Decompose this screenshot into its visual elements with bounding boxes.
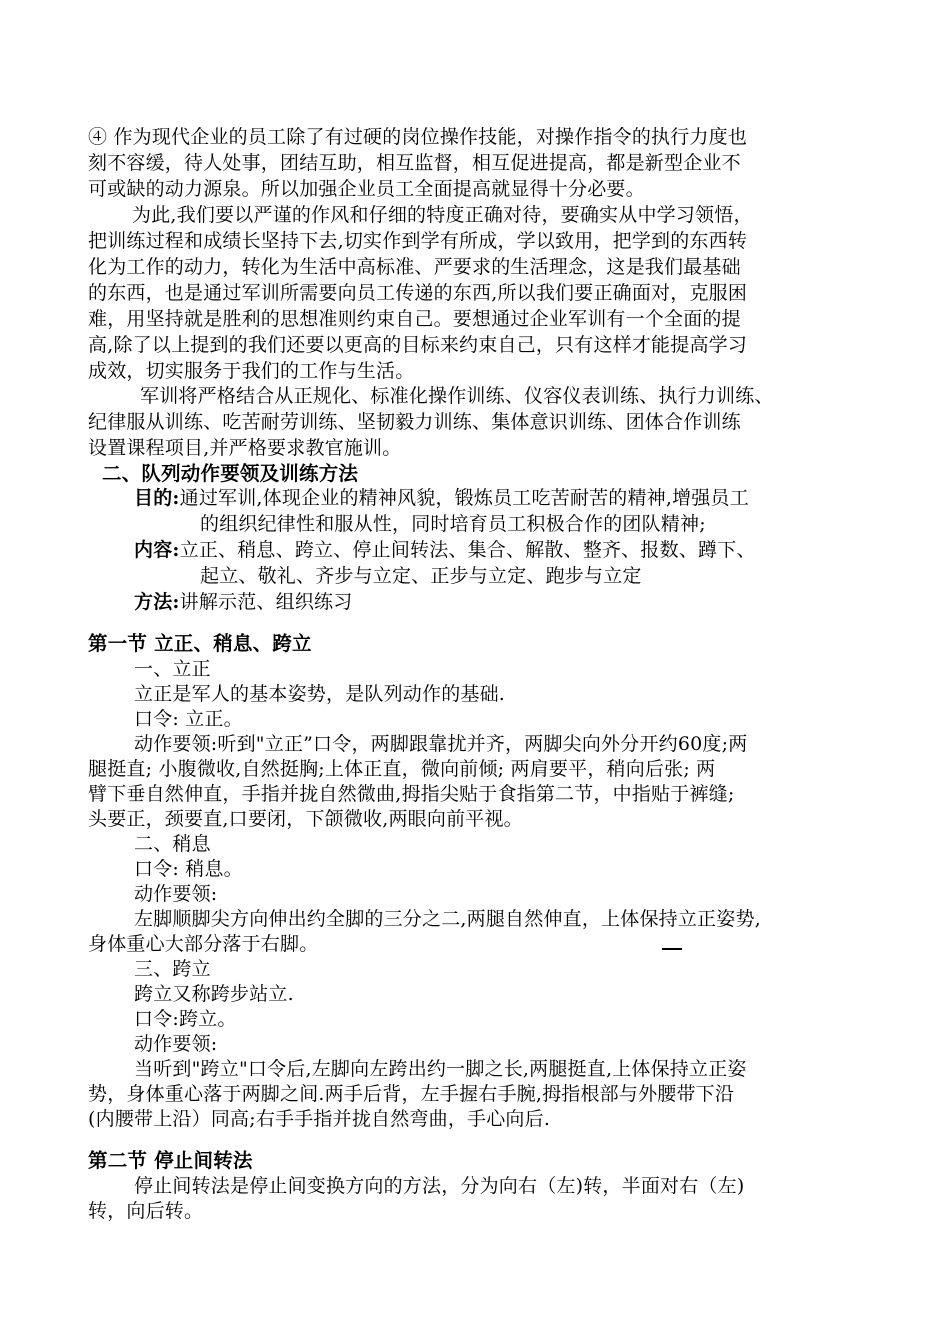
- paragraph-line: 臂下垂自然伸直，手指并拢自然微曲,拇指尖贴于食指第二节，中指贴于裤缝;: [88, 783, 735, 805]
- paragraph-line: (内腰带上沿）同高;右手手指并拢自然弯曲，手心向后.: [88, 1108, 551, 1130]
- paragraph-line: 动作要领:: [134, 1033, 218, 1055]
- paragraph-line: 当听到"跨立"口令后,左脚向左跨出约一脚之长,两腿挺直,上体保持立正姿: [134, 1058, 747, 1080]
- subsection-title: 二、稍息: [134, 833, 211, 855]
- content-label: 内容:: [134, 539, 180, 561]
- paragraph-line: 势，身体重心落于两脚之间.两手后背，左手握右手腕,拇指根部与外腰带下沿: [88, 1083, 735, 1105]
- paragraph-line: 停止间转法是停止间变换方向的方法，分为向右（左)转，半面对右（左): [134, 1175, 745, 1197]
- paragraph-line: 刻不容缓，待人处事，团结互助，相互监督，相互促进提高，都是新型企业不: [88, 152, 741, 174]
- purpose-row: [134, 486, 749, 511]
- method-row: [134, 590, 352, 615]
- paragraph-line: 转，向后转。: [88, 1200, 204, 1222]
- paragraph-line: 左脚顺脚尖方向伸出约全脚的三分之二,两腿自然伸直，上体保持立正姿势,: [134, 908, 761, 930]
- paragraph-line: 纪律服从训练、吃苦耐劳训练、坚韧毅力训练、集体意识训练、团体合作训练: [88, 411, 741, 433]
- paragraph-line: 化为工作的动力，转化为生活中高标准、严要求的生活理念，这是我们最基础: [88, 256, 741, 278]
- method-text: 讲解示范、组织练习: [179, 591, 353, 613]
- section-2-heading: 第二节 停止间转法: [88, 1149, 253, 1172]
- paragraph-line: 军训将严格结合从正规化、标准化操作训练、仪容仪表训练、执行力训练、: [140, 385, 774, 407]
- paragraph-line: 为此,我们要以严谨的作风和仔细的特度正确对待，要确实从中学习领悟，: [132, 204, 753, 226]
- paragraph-line: 动作要领:听到"立正”口令，两脚跟靠扰并齐，两脚尖向外分开约60度;两: [134, 733, 748, 755]
- purpose-text-cont: 的组织纪律性和服从性，同时培育员工积极合作的团队精神;: [200, 513, 706, 535]
- content-row: [134, 538, 756, 563]
- section-1-heading: 第一节 立正、稍息、跨立: [88, 632, 312, 655]
- paragraph-line: ④ 作为现代企业的员工除了有过硬的岗位操作技能，对操作指令的执行力度也: [88, 126, 748, 148]
- paragraph-line: 高,除了以上提到的我们还要以更高的目标来约束自己，只有这样才能提高学习: [88, 334, 748, 356]
- subsection-title: 一、立正: [134, 658, 211, 680]
- paragraph-line: 头要正，颈要直,口要闭，下颌微收,两眼向前平视。: [88, 808, 523, 830]
- paragraph-line: 腿挺直; 小腹微收,自然挺胸;上体正直，微向前倾; 两肩要平，稍向后张; 两: [88, 758, 716, 780]
- content-text: 立正、稍息、跨立、停止间转法、集合、解散、整齐、报数、蹲下、: [179, 539, 756, 561]
- paragraph-line: 成效，切实服务于我们的工作与生活。: [88, 360, 415, 382]
- command-line: 口令:跨立。: [134, 1008, 237, 1030]
- subsection-title: 三、跨立: [134, 958, 211, 980]
- paragraph-line: 立正是军人的基本姿势，是队列动作的基础.: [134, 683, 506, 705]
- paragraph-line: 的东西，也是通过军训所需要向员工传递的东西,所以我们要正确面对，克服困: [88, 282, 748, 304]
- purpose-text: 通过军训,体现企业的精神风貌，锻炼员工吃苦耐苦的精神,增强员工: [179, 487, 749, 509]
- command-line: 口令: 立正。: [134, 708, 243, 730]
- paragraph-line: 设置课程项目,并严格要求教官施训。: [88, 437, 402, 459]
- paragraph-line: 把训练过程和成绩长坚持下去,切实作到学有所成，学以致用，把学到的东西转: [88, 230, 748, 252]
- section-heading: 二、队列动作要领及训练方法: [102, 462, 359, 485]
- paragraph-line: 动作要领:: [134, 883, 218, 905]
- method-label: 方法:: [134, 591, 180, 613]
- paragraph-line: 跨立又称跨步站立.: [134, 983, 294, 1005]
- command-line: 口令: 稍息。: [134, 858, 243, 880]
- stray-dash-mark: [662, 948, 682, 950]
- purpose-label: 目的:: [134, 487, 180, 509]
- paragraph-line: 身体重心大部分落于右脚。: [88, 933, 319, 955]
- paragraph-line: 难，用坚持就是胜利的思想准则约束自己。要想通过企业军训有一个全面的提: [88, 308, 741, 330]
- content-text-cont: 起立、敬礼、齐步与立定、正步与立定、跑步与立定: [200, 565, 642, 587]
- paragraph-line: 可或缺的动力源泉。所以加强企业员工全面提高就显得十分必要。: [88, 178, 645, 200]
